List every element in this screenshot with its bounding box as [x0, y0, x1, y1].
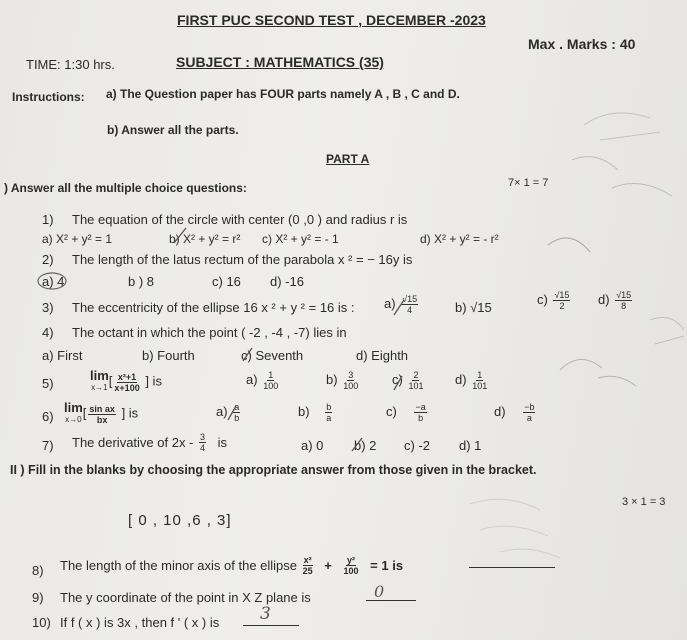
part-a-marks: 7× 1 = 7	[508, 177, 549, 189]
q3-option-c: c) $\frac{√15}{2}$	[537, 290, 570, 311]
q1-number: 1)	[42, 212, 54, 227]
q4-number: 4)	[42, 325, 54, 340]
q10-number: 10)	[32, 615, 51, 630]
q10-handwritten-answer: 3	[260, 604, 271, 624]
exam-subject: SUBJECT : MATHEMATICS (35)	[176, 54, 384, 70]
margin-scribble-4	[560, 359, 636, 386]
q1-option-b: b) X² + y² = r²	[169, 232, 241, 246]
q5-option-b: b) $\frac{3}{100}$	[326, 370, 359, 391]
exam-time: TIME: 1:30 hrs.	[26, 57, 115, 72]
q4-option-c: c) Seventh	[241, 348, 304, 363]
q8-number: 8)	[32, 563, 44, 578]
q7-text: The derivative of 2x - $\frac{3}{4}$ is	[72, 432, 228, 453]
q6-option-c: c) $\frac{-a}{b}$	[386, 402, 426, 423]
q5-number: 5)	[42, 376, 54, 391]
max-marks: Max . Marks : 40	[528, 36, 636, 52]
q5-option-a: a) $\frac{1}{100}$	[246, 370, 279, 391]
q7-option-b: b) 2	[354, 438, 377, 453]
q6-answer-tick	[228, 406, 236, 420]
q7-option-d: d) 1	[459, 438, 482, 453]
margin-scribble-6	[470, 499, 560, 558]
margin-scribble-5	[650, 318, 684, 344]
q1-option-d: d) X² + y² = - r²	[420, 232, 499, 246]
q7-option-c: c) -2	[404, 438, 430, 453]
q3-answer-tick	[394, 300, 404, 315]
q9-text: The y coordinate of the point in X Z plane is	[60, 590, 311, 605]
q2-text: The length of the latus rectum of the parabola x ² = − 16y is	[72, 252, 413, 267]
q3-option-d: d) $\frac{√15}{8}$	[598, 290, 632, 311]
instructions-label: Instructions:	[12, 90, 85, 104]
q9-number: 9)	[32, 590, 44, 605]
q7-option-a: a) 0	[301, 438, 324, 453]
q9-handwritten-answer: 0	[374, 582, 385, 601]
part-a-section-label: ) Answer all the multiple choice questions:	[4, 181, 247, 195]
q10-text: If f ( x ) is 3x , then f ' ( x ) is	[60, 615, 220, 630]
q5-option-c: c) $\frac{2}{101}$	[392, 370, 424, 391]
part-ii-title: II ) Fill in the blanks by choosing the appropriate answer from those given in the bracket.	[10, 463, 537, 477]
q3-option-b: b) √15	[455, 300, 492, 315]
q2-answer-circle	[38, 273, 66, 289]
q3-text: The eccentricity of the ellipse 16 x ² + y ² = 16 is :	[72, 300, 355, 315]
q5-option-d: d) $\frac{1}{101}$	[455, 370, 488, 391]
q2-option-d: d) -16	[270, 274, 304, 289]
q8-text: The length of the minor axis of the ellipse $\frac{\text{x²}}{25}$ + $\frac{\text{y²}}{100}$ = 1 is	[60, 555, 404, 576]
margin-scribble-3	[572, 157, 672, 196]
q1-option-a: a) X² + y² = 1	[42, 232, 113, 246]
q4-option-d: d) Eighth	[356, 348, 409, 363]
q2-option-b: b ) 8	[128, 274, 155, 289]
q6-limit: lim x→0 [ $\frac{\text{sin ax}}{bx}$ ] is	[64, 400, 139, 425]
q5-limit: lim x→1 [ $\frac{\text{x²+1}}{x+100}$ ] is	[90, 368, 162, 393]
q6-option-a: a) $\frac{a}{b}$	[216, 402, 240, 423]
part-a-title: PART A	[326, 152, 370, 166]
q6-option-b: b) $\frac{b}{a}$	[298, 402, 332, 423]
q2-number: 2)	[42, 252, 54, 267]
q1-text: The equation of the circle with center (0 ,0 ) and radius r is	[72, 212, 408, 227]
q4-option-b: b) Fourth	[142, 348, 195, 363]
q4-text: The octant in which the point ( -2 , -4 , -7) lies in	[72, 325, 347, 340]
margin-scribble-1	[548, 238, 590, 252]
q5-answer-tick	[394, 376, 402, 390]
q7-answer-tick	[352, 438, 362, 451]
q1-answer-tick	[174, 228, 186, 243]
q1-option-c: c) X² + y² = - 1	[262, 232, 339, 246]
q2-option-c: c) 16	[212, 274, 241, 289]
q4-answer-tick	[243, 348, 252, 361]
q2-option-a: a) 4	[42, 274, 65, 289]
q6-number: 6)	[42, 409, 54, 424]
instruction-b: b) Answer all the parts.	[107, 123, 239, 137]
q3-option-a: a) $\frac{√15}{4}$	[384, 294, 418, 315]
exam-title: FIRST PUC SECOND TEST , DECEMBER -2023	[177, 12, 486, 28]
instruction-a: a) The Question paper has FOUR parts namely A , B , C and D.	[106, 87, 460, 101]
answer-options: [ 0 , 10 ,6 , 3]	[128, 512, 232, 529]
q6-option-d: d) $\frac{-b}{a}$	[494, 402, 535, 423]
q7-number: 7)	[42, 438, 54, 453]
q4-option-a: a) First	[42, 348, 83, 363]
part-ii-marks: 3 × 1 = 3	[622, 496, 666, 508]
q3-number: 3)	[42, 300, 54, 315]
margin-scribble-2	[584, 113, 660, 140]
